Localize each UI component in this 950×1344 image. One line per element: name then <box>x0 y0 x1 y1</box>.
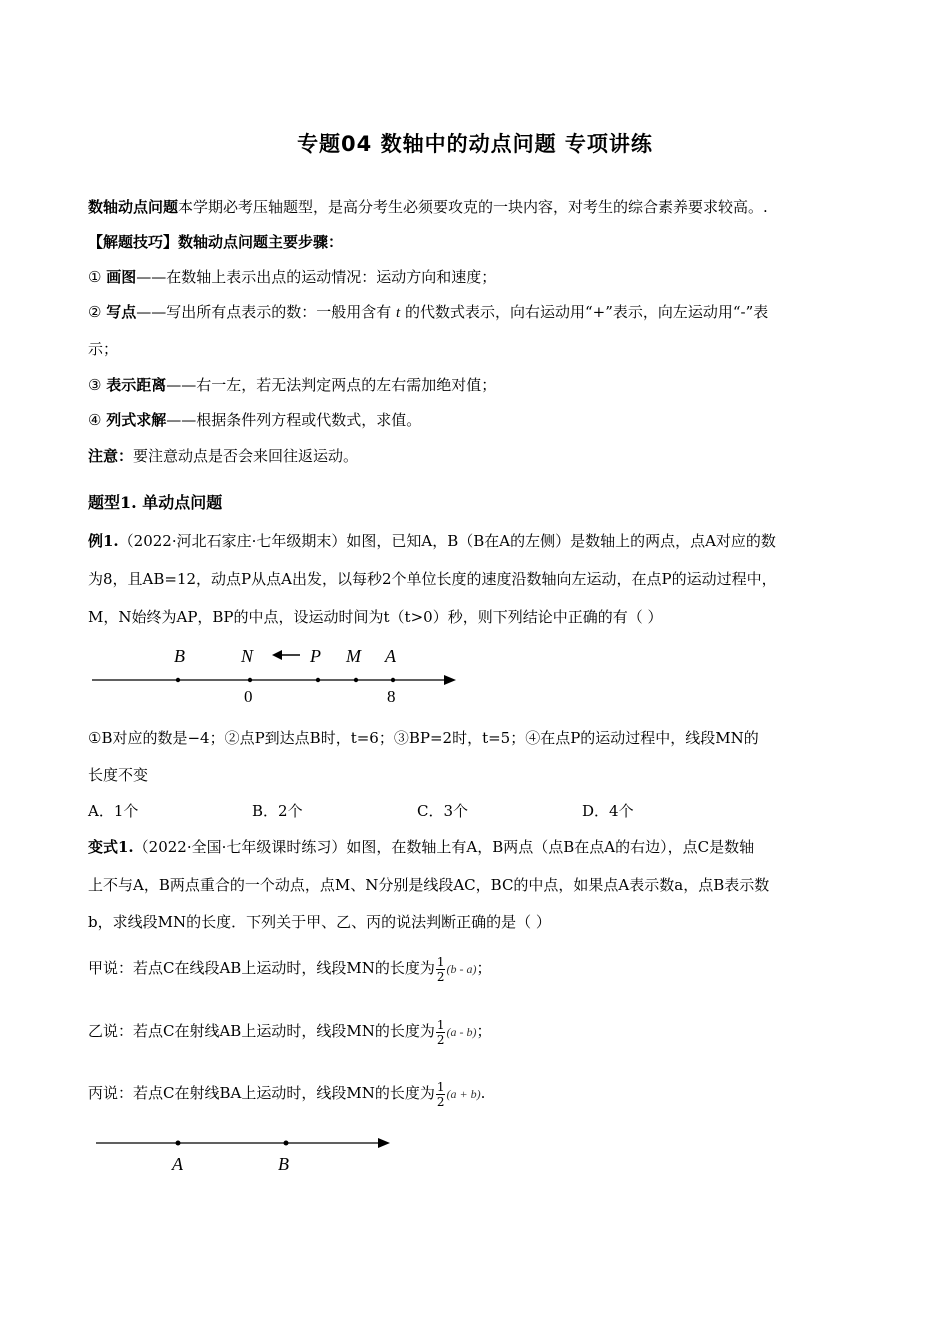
page-title: 专题04 数轴中的动点问题 专项讲练 <box>297 132 653 156</box>
step-2-num: ② <box>88 303 102 321</box>
claim-bing-text: 丙说：若点C在射线BA上运动时，线段MN的长度为 <box>88 1084 435 1102</box>
variant-1-label: 变式1. <box>88 838 134 856</box>
step-3-text: ——右一左，若无法判定两点的左右需加绝对值； <box>166 376 497 394</box>
option-b: B．2个 <box>252 802 303 820</box>
claim-bing-den: 2 <box>436 1094 445 1109</box>
variant-1-line-2: 上不与A，B两点重合的一个动点，点M、N分别是线段AC，BC的中点，如果点A表示数a，点B表示数 <box>88 876 770 894</box>
claim-jia-num: 1 <box>436 954 445 969</box>
step-4-num: ④ <box>88 411 102 429</box>
step-4 <box>88 409 421 431</box>
step-3-num: ③ <box>88 376 102 394</box>
section-heading-1: 题型1. 单动点问题 <box>88 493 223 512</box>
claim-yi-den: 2 <box>436 1032 445 1047</box>
number-line-figure-2 <box>92 1128 402 1180</box>
claim-jia-expr: (b - a) <box>446 962 477 976</box>
claim-bing-num: 1 <box>436 1079 445 1094</box>
step-1-bold: 画图 <box>106 268 137 286</box>
step-3 <box>88 374 496 396</box>
step-2-var: t <box>396 305 401 321</box>
claim-yi-text: 乙说：若点C在射线AB上运动时，线段MN的长度为 <box>88 1022 435 1040</box>
claim-yi-end: ； <box>476 1022 492 1040</box>
intro-bold: 数轴动点问题 <box>88 198 179 216</box>
step-4-bold: 列式求解 <box>106 411 167 429</box>
example-1-line-3: M，N始终为AP，BP的中点，设运动时间为t（t>0）秒，则下列结论中正确的有（ ） <box>88 608 663 626</box>
claim-yi-expr: (a - b) <box>446 1025 477 1039</box>
claim-bing-fraction <box>436 1080 446 1109</box>
claim-yi-num: 1 <box>436 1017 445 1032</box>
label-N: N <box>241 646 254 666</box>
example-1-line-2: 为8，且AB=12，动点P从点A出发，以每秒2个单位长度的速度沿数轴向左运动，在点P的运动过程中， <box>88 570 777 588</box>
step-1-text: ——在数轴上表示出点的运动情况：运动方向和速度； <box>136 268 497 286</box>
label-M: M <box>346 646 361 666</box>
tips-heading: 【解题技巧】数轴动点问题主要步骤： <box>88 233 344 251</box>
claim-bing-expr: (a + b) <box>446 1087 481 1101</box>
tick-0: 0 <box>244 687 253 706</box>
label-A: A <box>385 646 396 666</box>
intro-paragraph <box>88 196 768 218</box>
step-1-num: ① <box>88 268 102 286</box>
number-line-figure-1 <box>88 640 468 712</box>
claim-bing-end: . <box>480 1084 486 1102</box>
note-bold: 注意： <box>88 447 134 465</box>
step-2 <box>88 301 768 324</box>
example-1-label: 例1. <box>88 532 119 550</box>
step-2-continued: 示； <box>88 340 119 358</box>
claim-jia-fraction <box>436 955 446 984</box>
claim-yi-fraction <box>436 1018 446 1047</box>
example-1-line-1 <box>88 530 776 552</box>
label-B2: B <box>278 1154 289 1174</box>
claim-yi <box>88 1013 491 1050</box>
variant-1-line-3: b，求线段MN的长度．下列关于甲、乙、丙的说法判断正确的是（ ） <box>88 913 551 931</box>
step-2-bold: 写点 <box>106 303 137 321</box>
label-A2: A <box>172 1154 183 1174</box>
variant-1-text-1: （2022·全国·七年级课时练习）如图，在数轴上有A，B两点（点B在点A的右边），点C是数轴 <box>133 838 755 856</box>
option-d: D．4个 <box>582 802 634 820</box>
step-3-bold: 表示距离 <box>106 376 167 394</box>
note-text: 要注意动点是否会来回往返运动。 <box>133 447 359 465</box>
tick-8: 8 <box>387 687 396 706</box>
note <box>88 445 358 467</box>
label-B: B <box>174 646 185 666</box>
claim-bing <box>88 1075 485 1112</box>
label-P: P <box>310 646 321 666</box>
step-1 <box>88 266 496 288</box>
example-1-statements-1: ①B对应的数是−4；②点P到达点B时，t=6；③BP=2时，t=5；④在点P的运动过程中，线段MN的 <box>88 729 759 747</box>
step-2-text-b: 的代数式表示，向右运动用“+”表示，向左运动用“-”表 <box>400 303 769 321</box>
step-2-text-a: ——写出所有点表示的数：一般用含有 <box>136 303 397 321</box>
claim-jia-den: 2 <box>436 969 445 984</box>
intro-text: 本学期必考压轴题型，是高分考生必须要攻克的一块内容，对考生的综合素养要求较高。. <box>178 198 768 216</box>
option-c: C．3个 <box>417 802 469 820</box>
example-1-text-1: （2022·河北石家庄·七年级期末）如图，已知A，B（B在A的左侧）是数轴上的两点，点A对应的数 <box>118 532 776 550</box>
claim-jia-end: ； <box>476 959 492 977</box>
left-arrow-icon <box>272 650 282 660</box>
claim-jia-text: 甲说：若点C在线段AB上运动时，线段MN的长度为 <box>88 959 435 977</box>
example-1-statements-2: 长度不变 <box>88 766 149 784</box>
claim-jia <box>88 950 491 987</box>
step-4-text: ——根据条件列方程或代数式，求值。 <box>166 411 422 429</box>
variant-1-line-1 <box>88 836 754 858</box>
option-a: A．1个 <box>88 802 139 820</box>
